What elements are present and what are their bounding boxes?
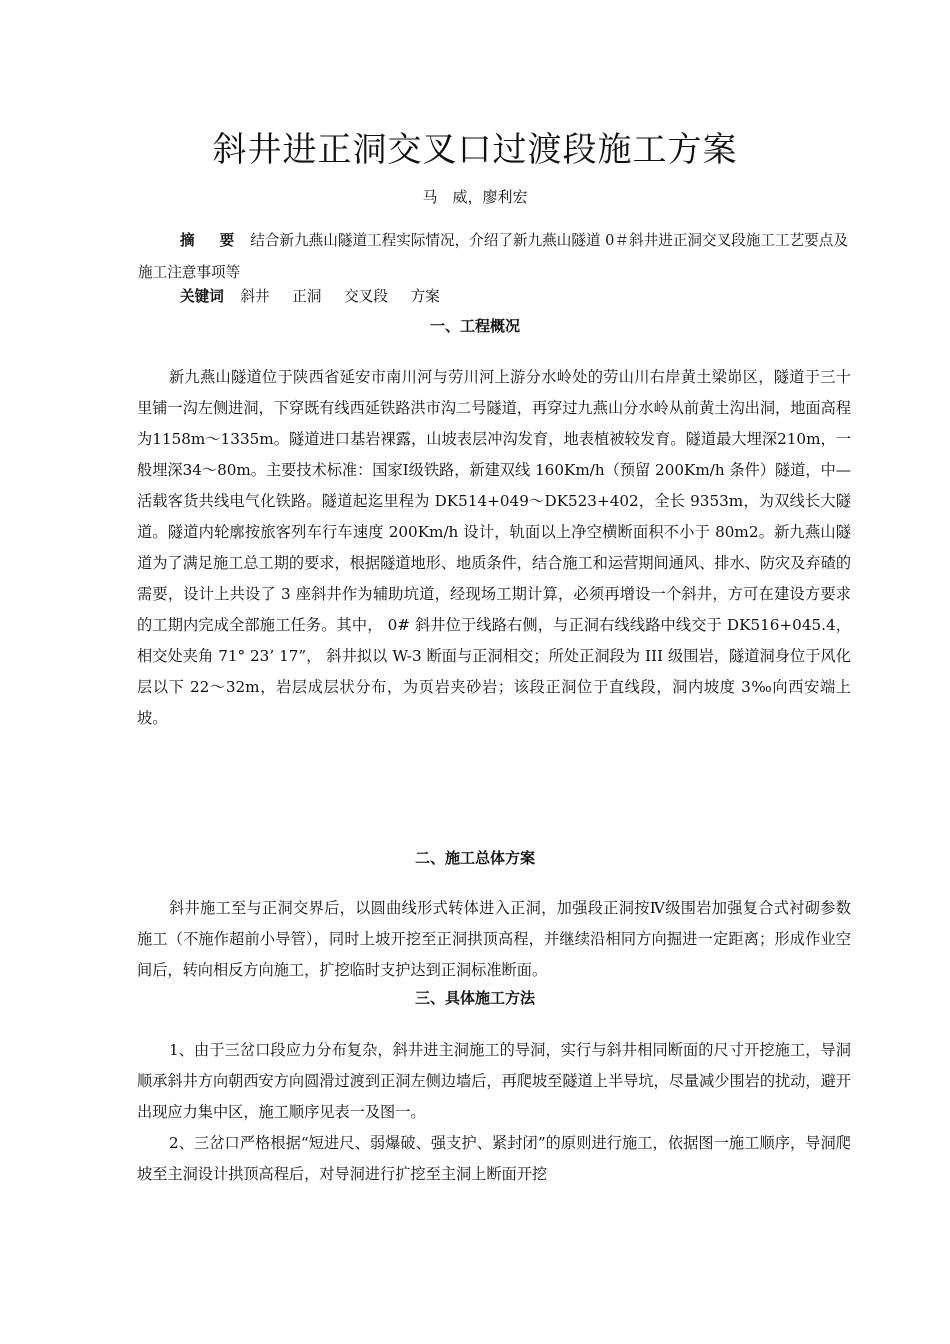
paragraph: 2、三岔口严格根据“短进尺、弱爆破、强支护、紧封闭”的原则进行施工，依据图一施工顺序，导洞爬坡至主洞设计拱顶高程后，对导洞进行扩挖至主洞上断面开挖: [137, 1134, 851, 1183]
section-heading-plan: 二、施工总体方案: [414, 849, 535, 867]
section-heading-overview: 一、工程概况: [429, 317, 520, 335]
paragraph: 新九燕山隧道位于陕西省延安市南川河与劳川河上游分水岭处的劳山川右岸黄土梁峁区，隧道于三十里铺一沟左侧进洞，下穿既有线西延铁路洪市沟二号隧道，再穿过九燕山分水岭从前黄土沟出洞，地面高程为1158m～1335m。隧道进口基岩裸露，山坡表层冲沟发育，地表植被较发育。隧道最大埋深210m，一般埋深34～80m。主要技术标准：国家Ⅰ级铁路，新建双线 160Km/h（预留 200Km/h 条件）隧道，中—活载客货共线电气化铁路。隧道起迄里程为 DK514+049～DK523+402，全长 9353m，为双线长大隧道。隧道内轮廓按旅客列车行车速度 200Km/h 设计，轨面以上净空横断面积不小于 80m2。新九燕山隧道为了满足施工总工期的要求，根据隧道地形、地质条件，结合施工和运营期间通风、排水、防灾及弃碴的需要，设计上共设了 3 座斜井作为辅助坑道，经现场工期计算，必须再增设一个斜井，方可在建设方要求的工期内完成全部施工任务。其中， 0# 斜井位于线路右侧，与正洞右线线路中线交于 DK516+045.4，相交处夹角 71° 23’ 17”， 斜井拟以 W-3 断面与正洞相交；所处正洞段为 III 级围岩，隧道洞身位于风化层以下 22～32m，岩层成层状分布，为页岩夹砂岩；该段正洞位于直线段，洞内坡度 3‰向西安端上坡。: [137, 368, 851, 727]
paragraph: 斜井施工至与正洞交界后，以圆曲线形式转体进入正洞，加强段正洞按Ⅳ级围岩加强复合式衬砌参数施工（不施作超前小导管），同时上坡开挖至正洞拱顶高程，并继续沿相同方向掘进一定距离；形成作业空间后，转向相反方向施工，扩挖临时支护达到正洞标准断面。: [137, 899, 851, 979]
abstract-label: 摘 要: [180, 232, 245, 249]
authors: 马 威，廖利宏: [422, 188, 528, 206]
abstract: [138, 225, 858, 289]
keyword: 方案: [410, 288, 440, 305]
keywords: [180, 283, 458, 311]
keyword: 正洞: [292, 288, 322, 305]
abstract-text: 结合新九燕山隧道工程实际情况，介绍了新九燕山隧道 0＃斜井进正洞交叉段施工工艺要点及施工注意事项等: [138, 232, 848, 281]
keywords-label: 关键词: [180, 288, 224, 305]
document-title: 斜井进正洞交叉口过渡段施工方案: [212, 130, 738, 170]
keyword: 交叉段: [344, 288, 388, 305]
keyword: 斜井: [240, 288, 270, 305]
paragraph: 1、由于三岔口段应力分布复杂，斜井进主洞施工的导洞，实行与斜井相同断面的尺寸开挖施工，导洞顺承斜井方向朝西安方向圆滑过渡到正洞左侧边墙后，再爬坡至隧道上半导坑，尽量减少围岩的扰动，避开出现应力集中区，施工顺序见表一及图一。: [137, 1041, 851, 1121]
section-heading-method: 三、具体施工方法: [414, 989, 535, 1007]
